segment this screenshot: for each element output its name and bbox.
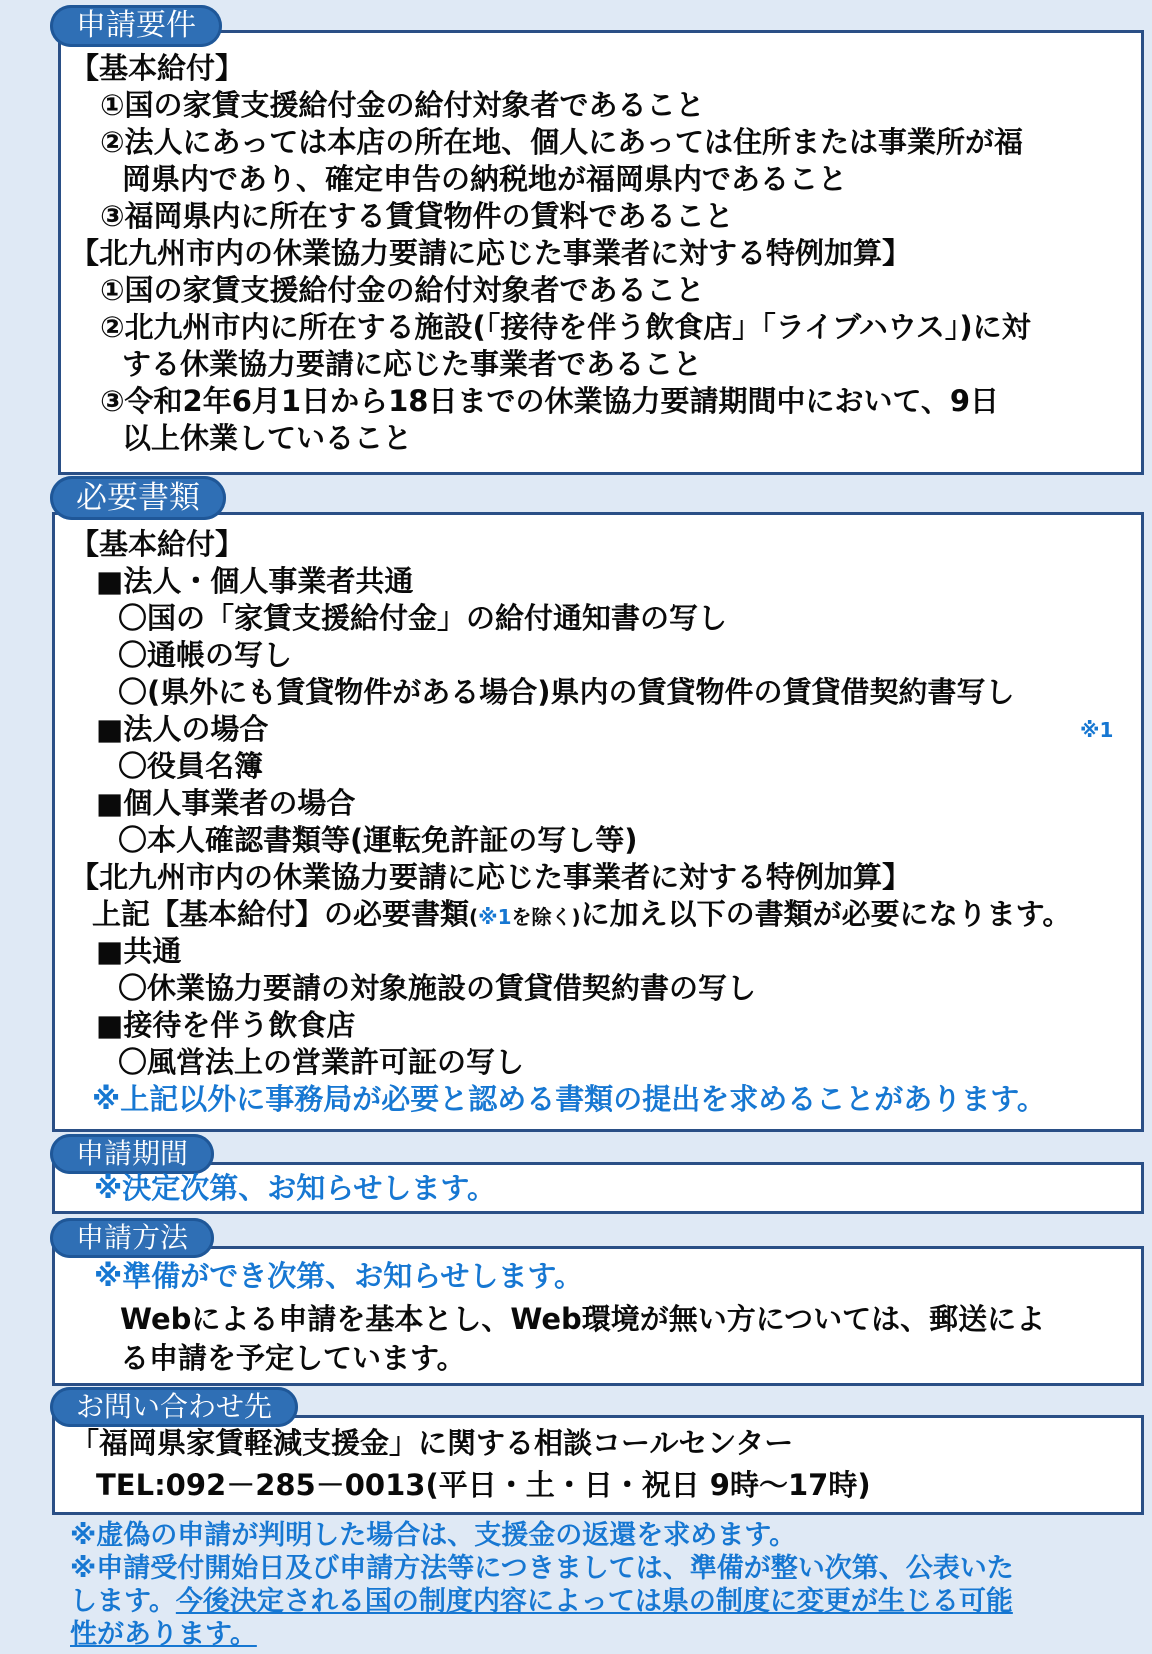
req-basic-item-1: ①国の家賃支援給付金の給付対象者であること xyxy=(100,88,705,122)
method-line-1: Webによる申請を基本とし、Web環境が無い方については、郵送によ xyxy=(120,1302,1046,1336)
docs-footnote-mark: ※1 xyxy=(1080,718,1114,742)
docs-special-intro-mark: ※1 xyxy=(478,905,512,929)
docs-special-heading: 【北九州市内の休業協力要請に応じた事業者に対する特例加算】 xyxy=(70,860,912,894)
method-line-2: る申請を予定しています。 xyxy=(120,1341,466,1375)
period-tab: 申請期間 xyxy=(50,1134,214,1174)
contact-phone: TEL:092－285－0013(平日・土・日・祝日 9時～17時) xyxy=(96,1468,871,1502)
note-schedule-line-2a: します。 xyxy=(70,1586,176,1617)
docs-restaurant-item: 〇風営法上の営業許可証の写し xyxy=(118,1045,525,1079)
docs-special-intro-paren-close: を除く) xyxy=(511,905,581,929)
docs-common-item-3: 〇(県外にも賃貸物件がある場合)県内の賃貸物件の賃貸借契約書写し xyxy=(118,675,1015,709)
req-special-item-2: ②北九州市内に所在する施設(「接待を伴う飲食店」「ライブハウス」)に対 xyxy=(100,310,1031,344)
docs-common-heading: ■法人・個人事業者共通 xyxy=(96,564,414,598)
docs-restaurant-heading: ■接待を伴う飲食店 xyxy=(96,1008,356,1042)
method-tab: 申請方法 xyxy=(50,1218,214,1258)
docs-common-item-1: 〇国の「家賃支援給付金」の給付通知書の写し xyxy=(118,601,728,635)
docs-basic-heading: 【基本給付】 xyxy=(70,527,245,561)
docs-special-intro-pre: 上記【基本給付】の必要書類 xyxy=(92,897,470,931)
docs-special-intro-post: に加え以下の書類が必要になります。 xyxy=(580,897,1072,931)
note-schedule-line-1: ※申請受付開始日及び申請方法等につきましては、準備が整い次第、公表いた xyxy=(70,1553,1014,1584)
req-basic-item-3: ③福岡県内に所在する賃貸物件の賃料であること xyxy=(100,199,734,233)
period-text: ※決定次第、お知らせします。 xyxy=(94,1171,497,1205)
note-false-claim: ※虚偽の申請が判明した場合は、支援金の返還を求めます。 xyxy=(70,1520,797,1551)
req-basic-item-2: ②法人にあっては本店の所在地、個人にあっては住所または事業所が福 xyxy=(100,125,1023,159)
req-basic-item-2-cont: 岡県内であり、確定申告の納税地が福岡県内であること xyxy=(122,162,848,196)
docs-individual-item-1: 〇本人確認書類等(運転免許証の写し等) xyxy=(118,823,638,857)
method-note: ※準備ができ次第、お知らせします。 xyxy=(94,1259,584,1293)
req-special-item-1: ①国の家賃支援給付金の給付対象者であること xyxy=(100,273,705,307)
docs-common-item-2: 〇通帳の写し xyxy=(118,638,293,672)
docs-extra-note: ※上記以外に事務局が必要と認める書類の提出を求めることがあります。 xyxy=(92,1082,1046,1116)
docs-special-intro-paren-open: ( xyxy=(469,905,479,929)
req-basic-heading: 【基本給付】 xyxy=(70,51,245,85)
docs-individual-heading: ■個人事業者の場合 xyxy=(96,786,356,820)
docs-special-common-item: 〇休業協力要請の対象施設の賃貸借契約書の写し xyxy=(118,971,757,1005)
contact-tab: お問い合わせ先 xyxy=(50,1387,298,1427)
req-special-item-3: ③令和2年6月1日から18日までの休業協力要請期間中において、9日 xyxy=(100,384,1000,418)
req-special-heading: 【北九州市内の休業協力要請に応じた事業者に対する特例加算】 xyxy=(70,236,912,270)
docs-special-intro xyxy=(92,896,1071,935)
documents-tab: 必要書類 xyxy=(50,476,226,520)
docs-special-common-heading: ■共通 xyxy=(96,934,182,968)
docs-corporate-heading: ■法人の場合 xyxy=(96,712,269,746)
requirements-tab: 申請要件 xyxy=(50,5,222,47)
note-schedule-line-3: 性があります。 xyxy=(70,1619,257,1650)
req-special-item-2-cont: する休業協力要請に応じた事業者であること xyxy=(122,347,703,381)
note-schedule-line-2 xyxy=(70,1585,1013,1618)
note-schedule-line-2b: 今後決定される国の制度内容によっては県の制度に変更が生じる可能 xyxy=(175,1586,1013,1617)
req-special-item-3-cont: 以上休業していること xyxy=(122,421,413,455)
docs-corporate-item-1: 〇役員名簿 xyxy=(118,749,264,783)
contact-line-1: 「福岡県家賃軽減支援金」に関する相談コールセンター xyxy=(70,1426,794,1460)
